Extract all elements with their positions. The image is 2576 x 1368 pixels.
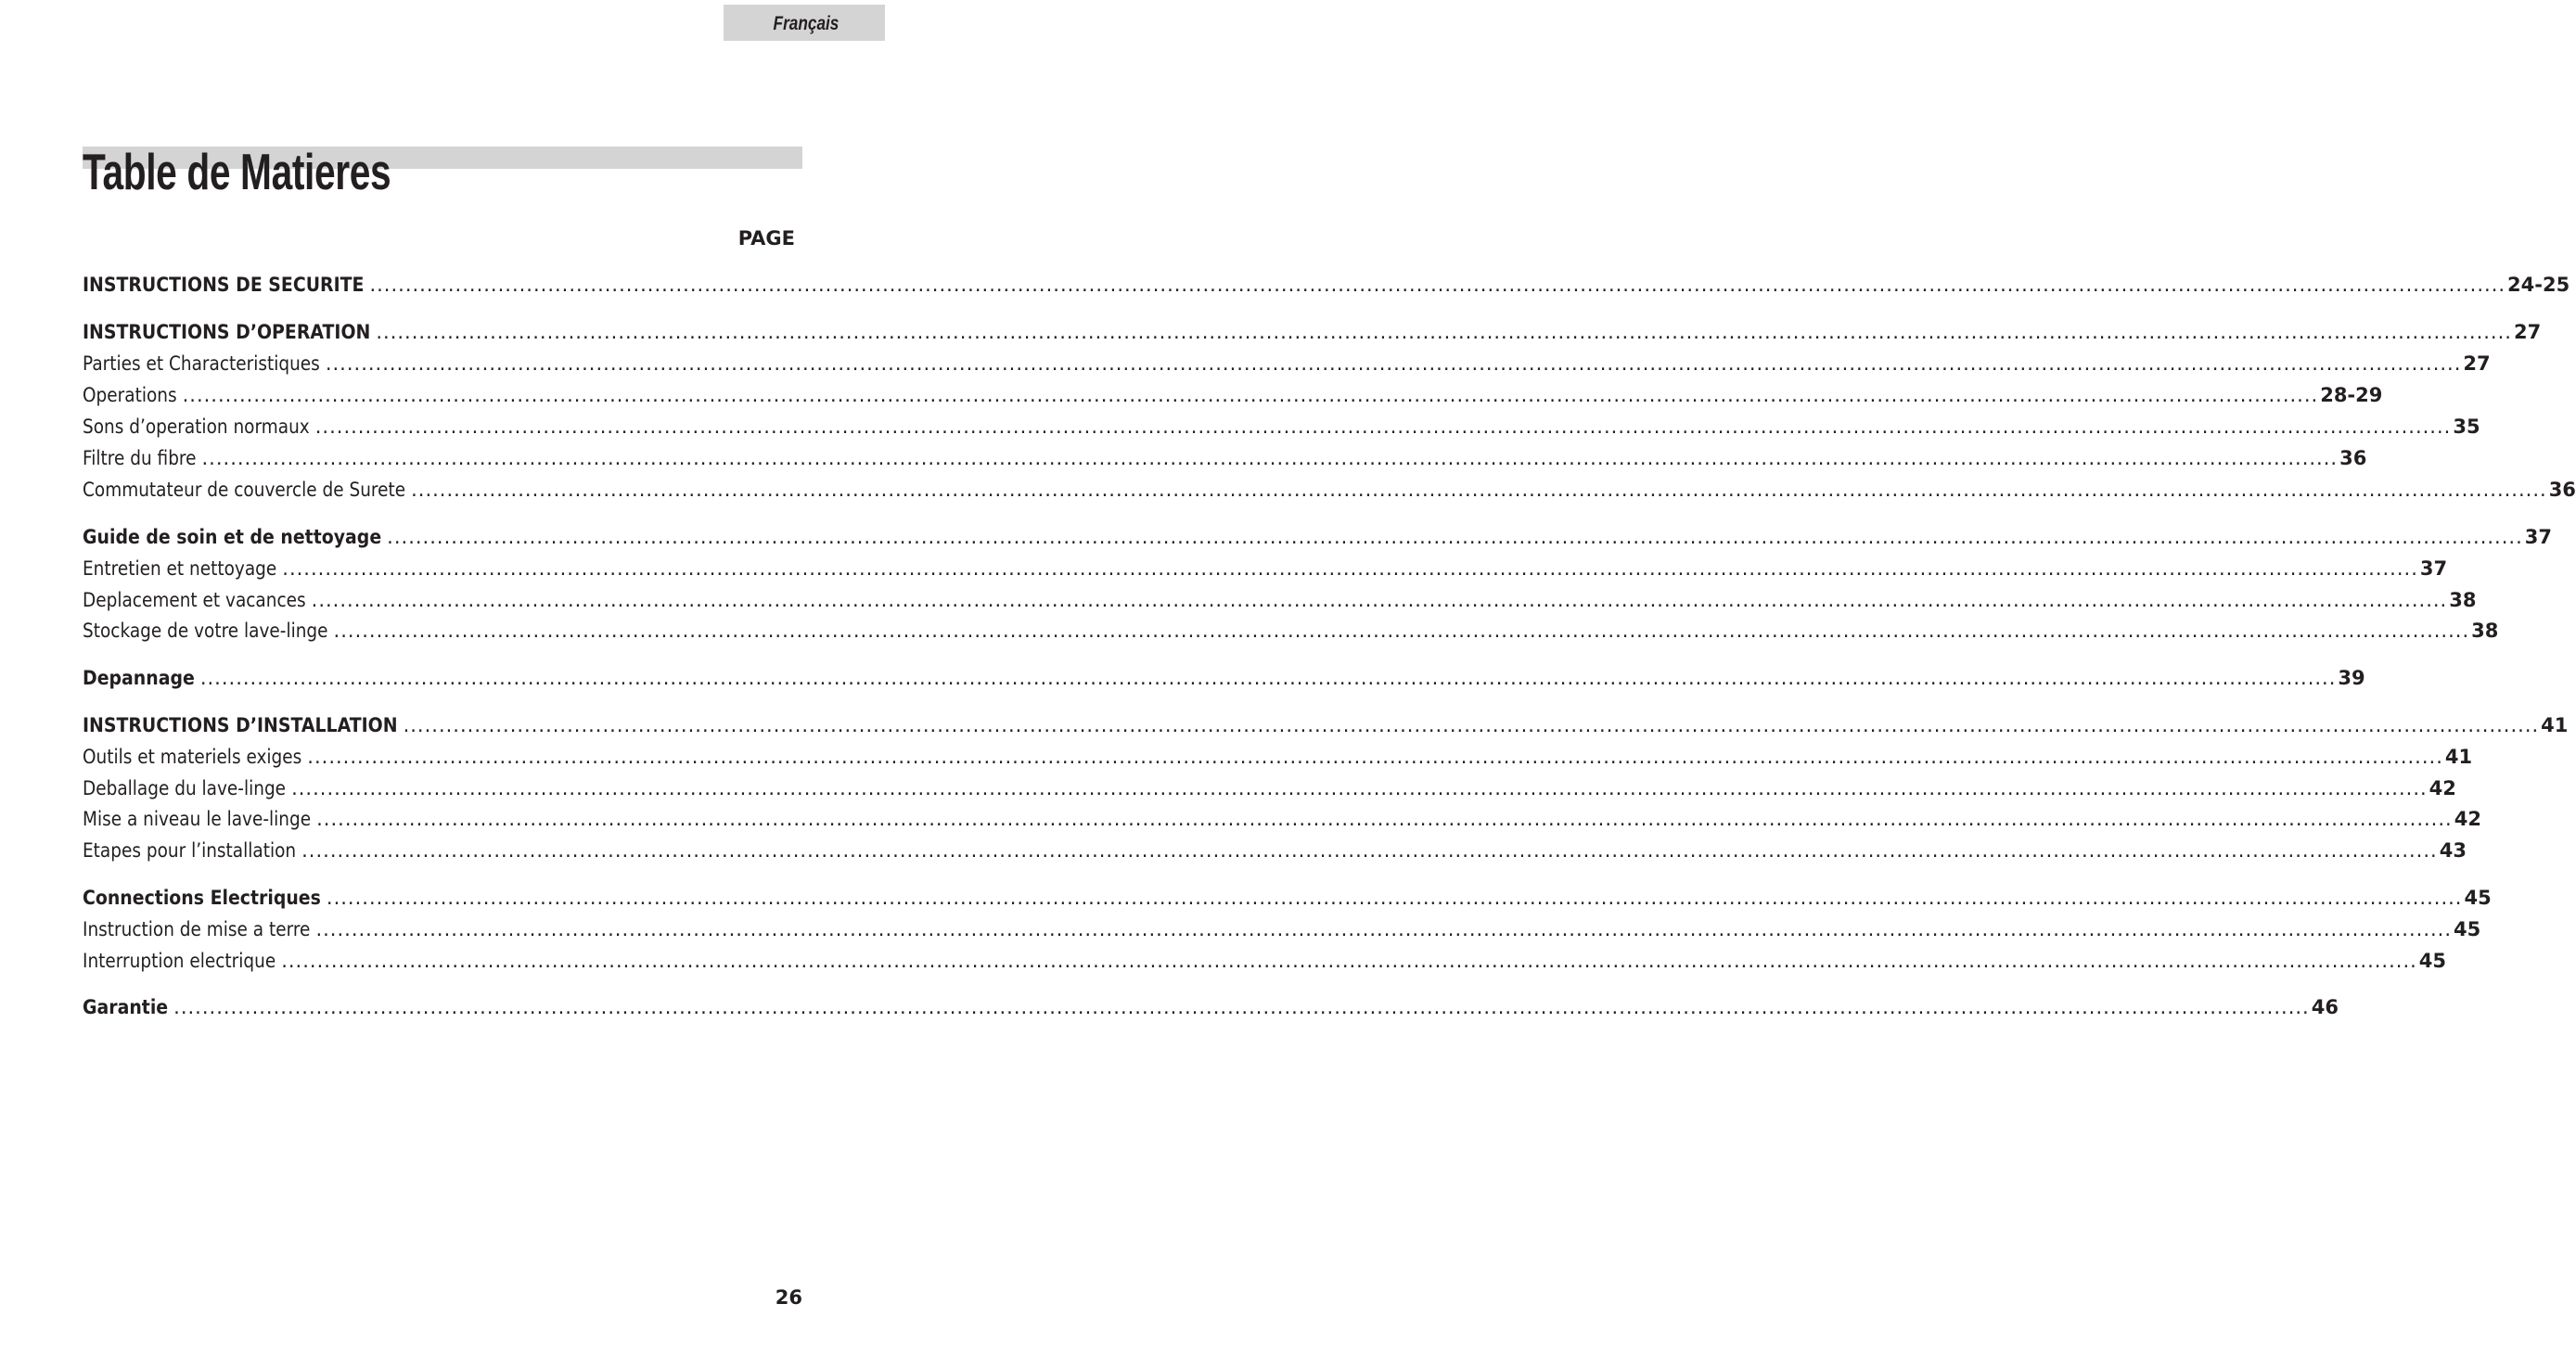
toc-entry-page: 36	[2548, 479, 2576, 501]
toc-entry	[83, 523, 2552, 551]
language-tab-label: Français	[773, 13, 839, 34]
toc-entry-page: 24-25	[2507, 274, 2570, 296]
toc-entry-label: Mise a niveau le lave-linge	[83, 808, 312, 830]
toc-leader-dots: ............................................................................................................................................................................................................................................................................................................	[315, 918, 2453, 940]
toc-leader-dots: ............................................................................................................................................................................................................................................................................................................	[403, 714, 2540, 736]
toc-entry-page: 41	[2444, 746, 2473, 768]
toc-entry-page: 38	[2471, 620, 2499, 642]
page-number: 26	[775, 1286, 802, 1309]
toc-entry-page: 37	[2419, 557, 2448, 580]
toc-entry	[83, 915, 2481, 943]
toc-leader-dots: ............................................................................................................................................................................................................................................................................................................	[316, 808, 2453, 830]
toc-entry-page: 42	[2454, 808, 2481, 830]
toc-leader-dots: ............................................................................................................................................................................................................................................................................................................	[201, 447, 2339, 469]
toc-entry-page: 41	[2541, 714, 2569, 736]
toc-entry	[83, 947, 2447, 975]
toc-entry-page: 46	[2311, 996, 2339, 1018]
toc-leader-dots: ............................................................................................................................................................................................................................................................................................................	[307, 746, 2443, 768]
toc-entry-label: Stockage de votre lave-linge	[83, 620, 328, 642]
toc-entry-page: 45	[2454, 918, 2481, 940]
toc-entry-label: Entretien et nettoyage	[83, 557, 277, 580]
toc-entry	[83, 774, 2456, 802]
toc-entry-label: Guide de soin et de nettoyage	[83, 526, 382, 548]
toc-entry	[83, 805, 2481, 833]
toc-entry	[83, 837, 2467, 864]
toc-entry-label: Commutateur de couvercle de Surete	[83, 479, 406, 501]
toc-entry-page: 35	[2453, 416, 2480, 438]
toc-entry	[83, 555, 2448, 582]
toc-leader-dots: ............................................................................................................................................................................................................................................................................................................	[333, 620, 2470, 642]
toc-entry-label: Etapes pour l’installation	[83, 839, 297, 862]
toc-leader-dots: ............................................................................................................................................................................................................................................................................................................	[173, 996, 2310, 1018]
toc-entry	[83, 993, 2339, 1021]
toc-entry-page: 45	[2464, 887, 2492, 909]
toc-leader-dots: ............................................................................................................................................................................................................................................................................................................	[314, 416, 2452, 438]
toc-entry-page: 27	[2513, 321, 2542, 343]
toc-entry-page: 37	[2524, 526, 2552, 548]
toc-entry-page: 28-29	[2320, 384, 2383, 406]
toc-entry-page: 39	[2338, 667, 2365, 689]
toc-leader-dots: ............................................................................................................................................................................................................................................................................................................	[301, 839, 2438, 862]
toc-entry-label: Sons d’operation normaux	[83, 416, 310, 438]
toc-leader-dots: ............................................................................................................................................................................................................................................................................................................	[325, 352, 2462, 375]
toc-entry-label: Garantie	[83, 996, 169, 1018]
toc-entry	[83, 617, 2499, 645]
toc-entry-label: Instruction de mise a terre	[83, 918, 311, 940]
toc-leader-dots: ............................................................................................................................................................................................................................................................................................................	[387, 526, 2523, 548]
toc-entry-label: INSTRUCTIONS D’INSTALLATION	[83, 714, 398, 736]
page-column-label: PAGE	[737, 227, 795, 249]
toc-leader-dots: ............................................................................................................................................................................................................................................................................................................	[326, 887, 2463, 909]
language-tab	[724, 5, 885, 41]
page-title: Table de Matieres	[83, 143, 391, 200]
toc-leader-dots: ............................................................................................................................................................................................................................................................................................................	[282, 557, 2418, 580]
toc-entry-page: 45	[2418, 950, 2447, 972]
toc-entry-label: Filtre du fibre	[83, 447, 197, 469]
toc-leader-dots: ............................................................................................................................................................................................................................................................................................................	[281, 950, 2417, 972]
toc-entry	[83, 664, 2365, 692]
toc-entry-label: Parties et Characteristiques	[83, 352, 320, 375]
toc-entry-page: 42	[2429, 777, 2456, 799]
toc-leader-dots: ............................................................................................................................................................................................................................................................................................................	[182, 384, 2319, 406]
toc-entry	[83, 884, 2492, 912]
toc-entry-page: 38	[2449, 589, 2477, 611]
toc-entry-label: Connections Electriques	[83, 887, 321, 909]
toc-entry-label: Outils et materiels exiges	[83, 746, 302, 768]
toc-entry	[83, 586, 2477, 614]
toc-entry-label: Operations	[83, 384, 177, 406]
toc-leader-dots: ............................................................................................................................................................................................................................................................................................................	[369, 274, 2506, 296]
toc-entry	[83, 318, 2542, 346]
toc-entry-page: 27	[2463, 352, 2491, 375]
toc-entry	[83, 413, 2480, 441]
toc-leader-dots: ............................................................................................................................................................................................................................................................................................................	[311, 589, 2448, 611]
toc-entry-label: INSTRUCTIONS D’OPERATION	[83, 321, 371, 343]
toc-entry	[83, 444, 2367, 472]
toc-entry-page: 43	[2439, 839, 2467, 862]
toc-leader-dots: ............................................................................................................................................................................................................................................................................................................	[376, 321, 2512, 343]
toc-entry	[83, 476, 2576, 504]
toc-leader-dots: ............................................................................................................................................................................................................................................................................................................	[411, 479, 2547, 501]
toc-entry	[83, 711, 2569, 739]
toc-entry-label: Interruption electrique	[83, 950, 276, 972]
toc-entry	[83, 350, 2491, 377]
toc-entry-label: Deplacement et vacances	[83, 589, 306, 611]
toc-leader-dots: ............................................................................................................................................................................................................................................................................................................	[291, 777, 2428, 799]
toc-entry-label: Deballage du lave-linge	[83, 777, 287, 799]
toc-entry	[83, 381, 2383, 409]
toc-entry	[83, 743, 2473, 771]
toc-leader-dots: ............................................................................................................................................................................................................................................................................................................	[199, 667, 2337, 689]
toc-entry-label: Depannage	[83, 667, 195, 689]
toc-entry-page: 36	[2339, 447, 2367, 469]
toc-entry	[83, 271, 2570, 299]
toc-entry-label: INSTRUCTIONS DE SECURITE	[83, 274, 365, 296]
